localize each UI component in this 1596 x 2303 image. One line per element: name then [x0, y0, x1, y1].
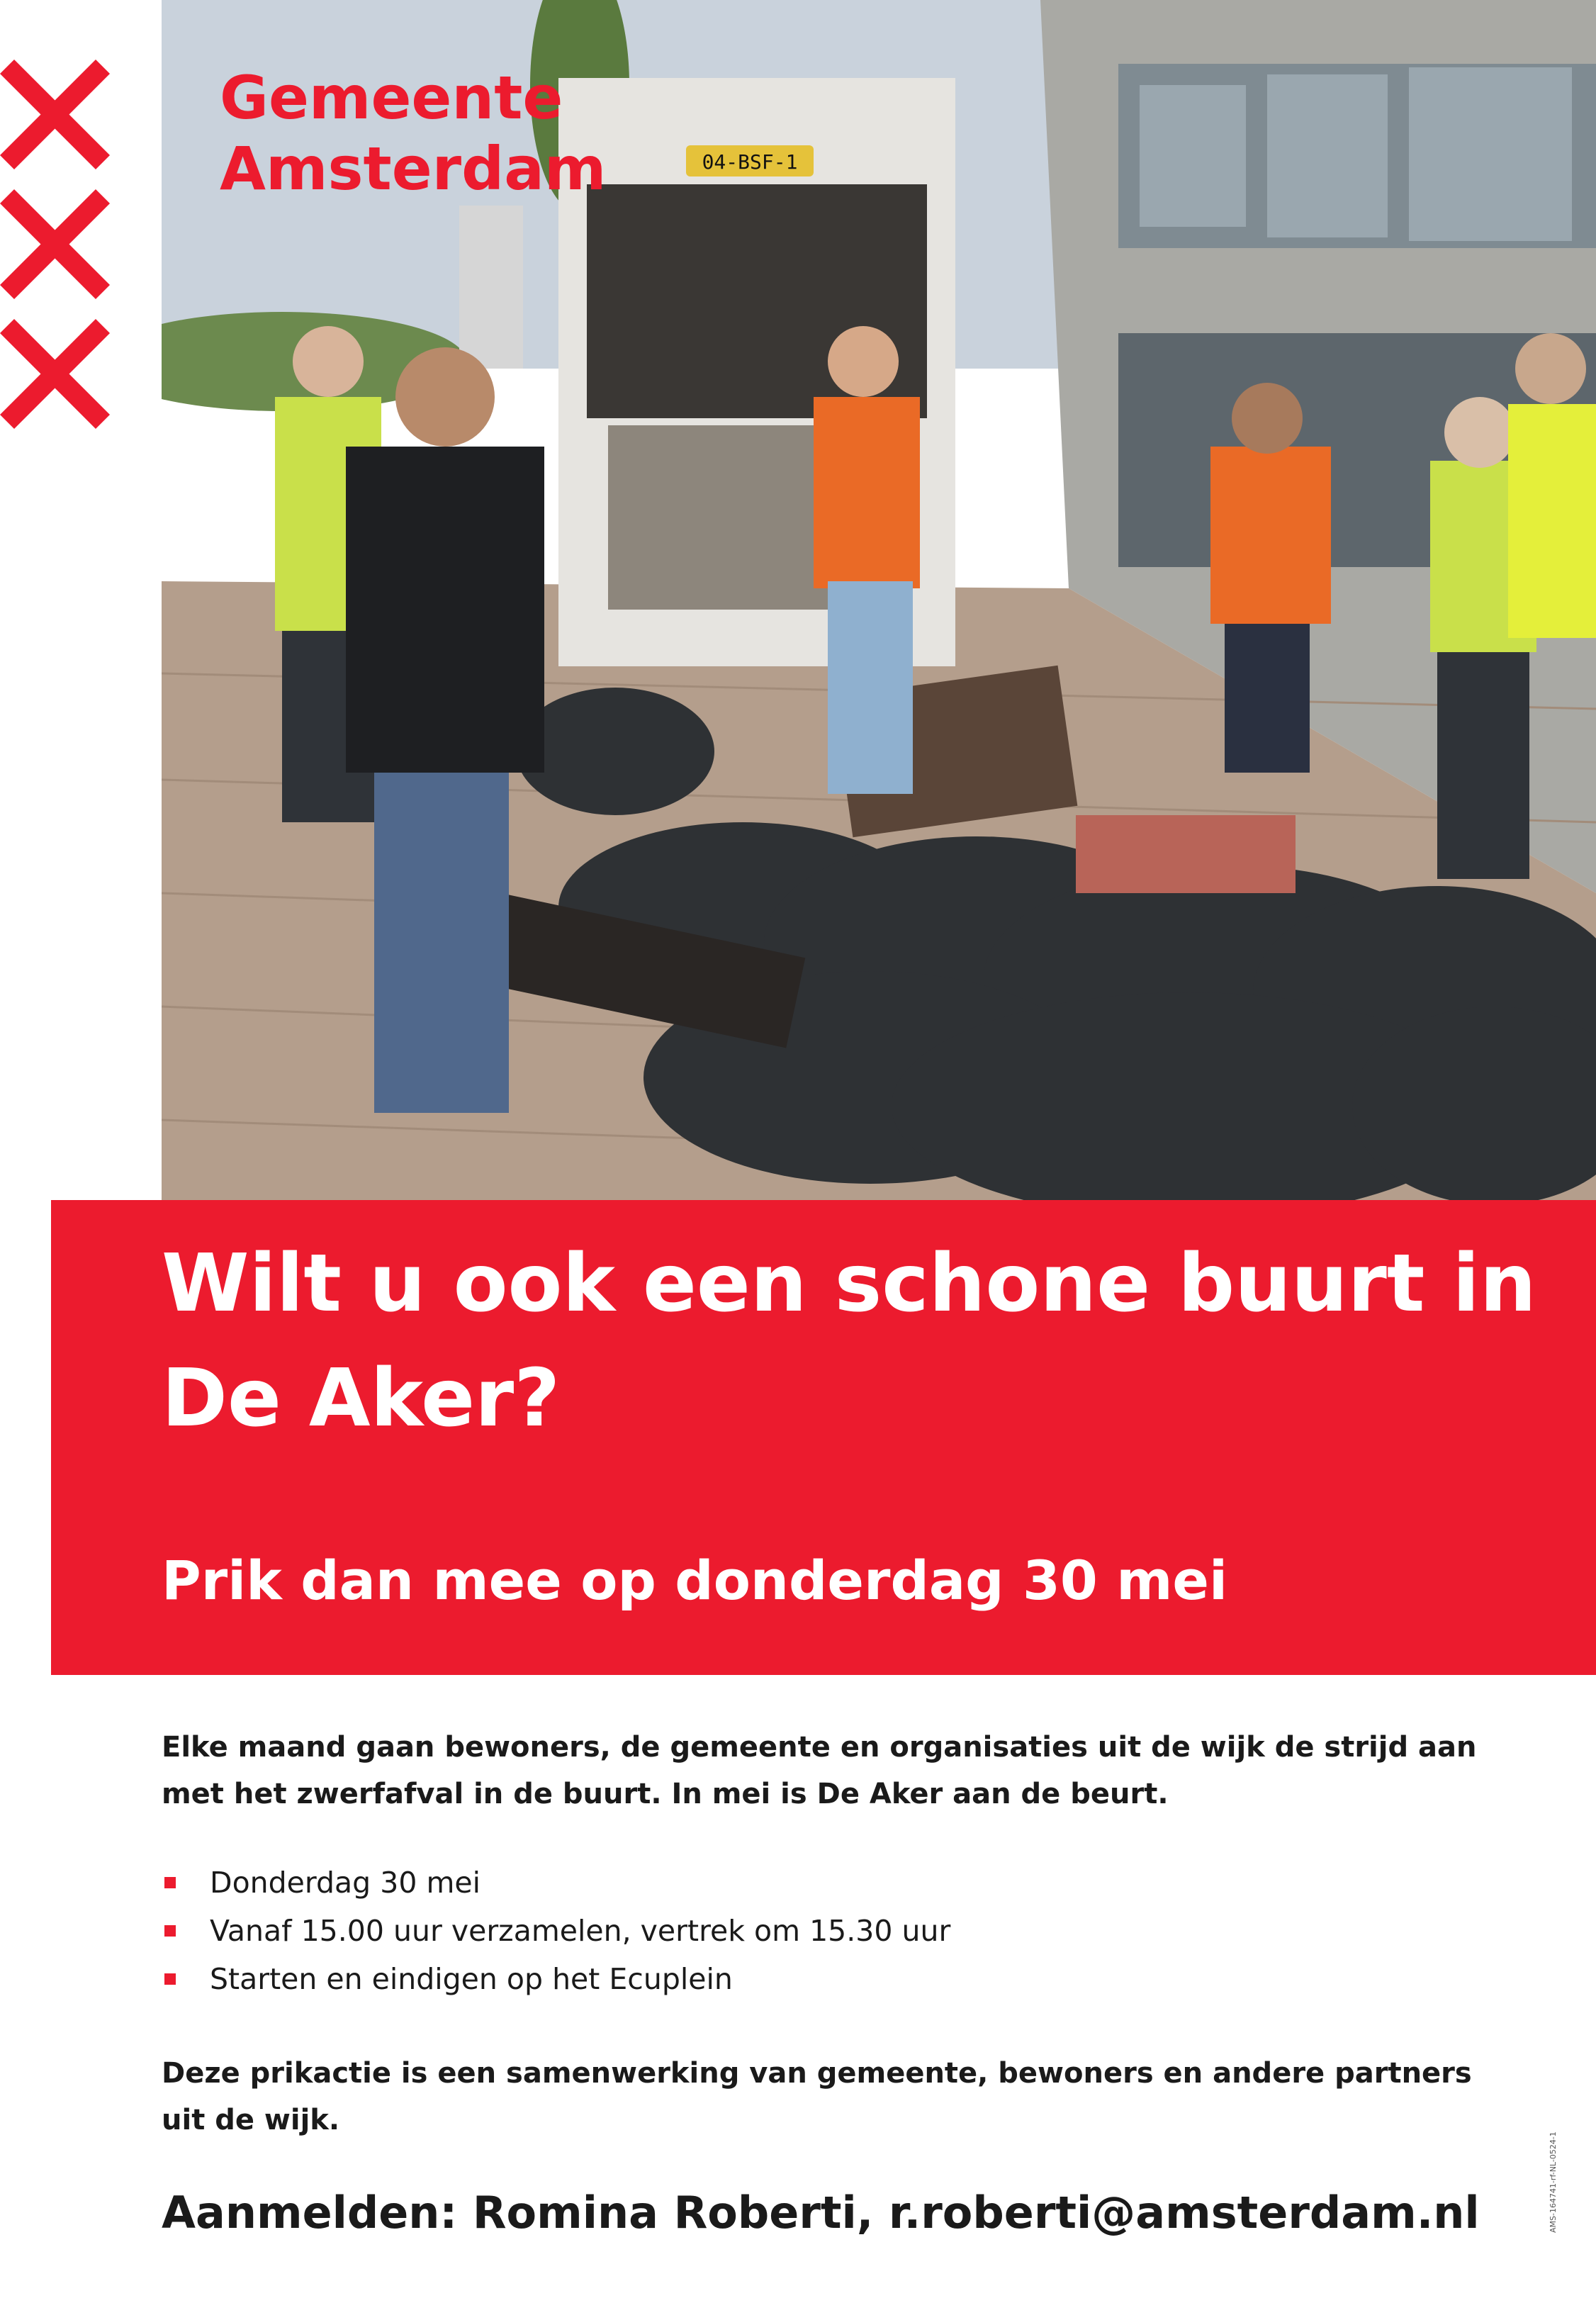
list-item-text: Starten en eindigen op het Ecuplein: [210, 1962, 733, 1996]
bullet-square-icon: [164, 1925, 176, 1937]
list-item: [162, 1955, 1508, 2003]
brand-line-1: Gemeente: [220, 63, 563, 133]
page-subtitle: Prik dan mee op donderdag 30 mei: [162, 1549, 1228, 1612]
license-plate: 04-BSF-1: [702, 150, 798, 174]
list-item-text: Vanaf 15.00 uur verzamelen, vertrek om 15.30 uur: [210, 1914, 951, 1948]
closing-paragraph: Deze prikactie is een samenwerking van gemeente, bewoners en andere partners uit de wijk.: [162, 2057, 1472, 2136]
andreas-cross-icon: [0, 189, 110, 299]
andreas-cross-icon: [0, 60, 110, 169]
list-item: [162, 1859, 1508, 1907]
andreas-cross-icon: [0, 319, 110, 429]
page-title: Wilt u ook een schone buurt in De Aker?: [162, 1238, 1536, 1445]
brand-line-2: Amsterdam: [220, 134, 607, 203]
intro-paragraph: Elke maand gaan bewoners, de gemeente en organisaties uit de wijk de strijd aan met het zwerfafval in de buurt. In mei is De Aker aan de beurt.: [162, 1731, 1477, 1810]
event-details-list: [162, 1859, 1508, 2003]
bullet-square-icon: [164, 1877, 176, 1888]
bullet-square-icon: [164, 1973, 176, 1985]
document-code: AMS-164741-rf-NL-0524-1: [1549, 2131, 1558, 2233]
list-item: [162, 1907, 1508, 1955]
brand-wordmark: [220, 62, 606, 204]
signup-contact: Aanmelden: Romina Roberti, r.roberti@amsterdam.nl: [162, 2187, 1480, 2238]
list-item-text: Donderdag 30 mei: [210, 1866, 481, 1900]
